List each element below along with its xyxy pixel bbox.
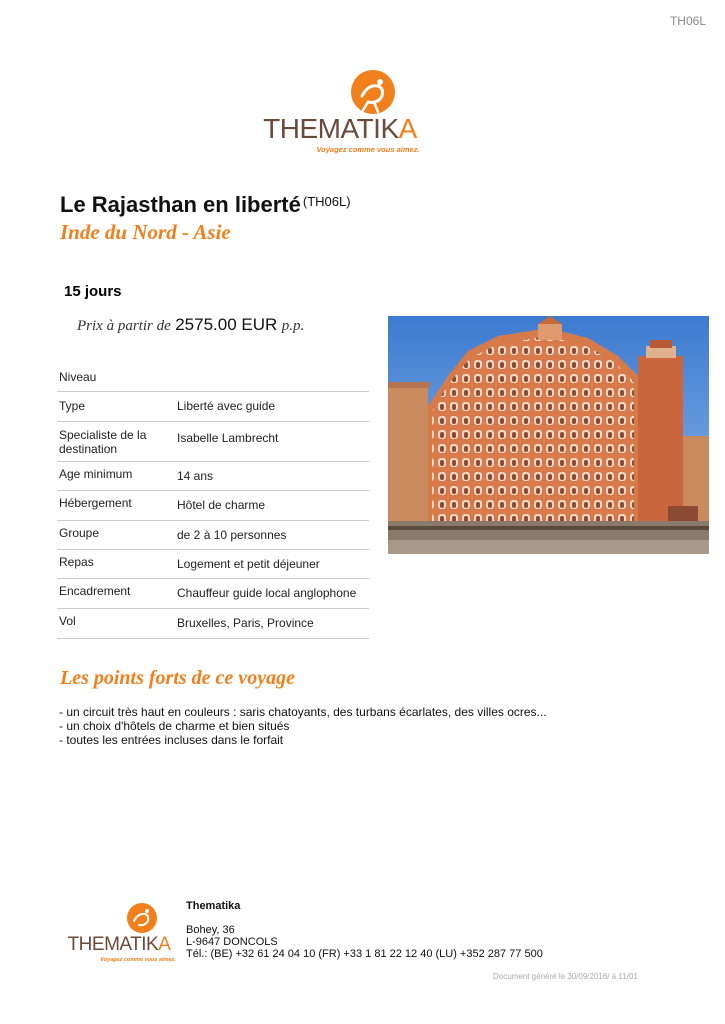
price-line xyxy=(77,315,304,335)
trip-duration: 15 jours xyxy=(64,283,122,300)
spec-row-hebergement xyxy=(57,491,369,521)
trip-title xyxy=(60,192,351,218)
spec-row-age xyxy=(57,462,369,491)
document-code: TH06L xyxy=(669,14,706,28)
hawa-mahal-photo xyxy=(388,316,709,554)
thematika-logo xyxy=(240,66,440,158)
spec-label: Repas xyxy=(59,555,94,569)
svg-text:Voyagez comme vous aimez.: Voyagez comme vous aimez. xyxy=(316,145,420,154)
spec-label: Encadrement xyxy=(59,584,131,598)
spec-label: Niveau xyxy=(59,370,97,384)
spec-row-specialist xyxy=(57,422,369,462)
generated-date: Document généré le 30/09/2016/ à 11/01 xyxy=(493,972,638,981)
logo-emblem-icon xyxy=(127,903,157,933)
spec-row-groupe xyxy=(57,521,369,550)
spec-value xyxy=(177,370,369,391)
spec-value: Liberté avec guide xyxy=(177,399,276,413)
spec-label: Groupe xyxy=(59,526,100,540)
trip-title-text: Le Rajasthan en liberté xyxy=(60,192,301,217)
highlight-item: - toutes les entrées incluses dans le forfait xyxy=(59,733,284,747)
company-name: Thematika xyxy=(186,900,241,912)
trip-code: (TH06L) xyxy=(302,194,351,209)
highlight-item: - un choix d'hôtels de charme et bien situés xyxy=(59,719,290,733)
spec-row-repas xyxy=(57,550,369,579)
spec-value: Hôtel de charme xyxy=(177,498,266,512)
spec-label: Specialiste de la destination xyxy=(59,428,147,456)
spec-value: de 2 à 10 personnes xyxy=(177,528,287,542)
spec-value: Bruxelles, Paris, Province xyxy=(177,616,314,630)
address-line: L-9647 DONCOLS xyxy=(186,936,278,948)
price-label: Prix à partir de xyxy=(77,318,171,334)
highlights-list xyxy=(59,705,547,747)
address-line: Bohey, 36 xyxy=(186,924,235,936)
spec-label: Age minimum xyxy=(59,467,133,481)
price-amount: 2575.00 EUR xyxy=(175,315,278,334)
spec-value: Logement et petit déjeuner xyxy=(177,557,320,571)
thematika-footer-logo xyxy=(52,900,186,966)
footer-contact xyxy=(186,900,543,960)
trip-subtitle: Inde du Nord - Asie xyxy=(60,220,231,244)
highlights-title: Les points forts de ce voyage xyxy=(60,667,295,689)
svg-text:Voyagez comme vous aimez.: Voyagez comme vous aimez. xyxy=(100,957,176,963)
spec-value: 14 ans xyxy=(177,469,214,483)
specs-table xyxy=(57,358,369,639)
spec-row-vol xyxy=(57,609,369,639)
spec-label: Vol xyxy=(59,614,76,628)
spec-row-niveau xyxy=(57,358,369,392)
price-unit: p.p. xyxy=(281,318,305,334)
spec-row-encadrement xyxy=(57,579,369,609)
spec-value: Chauffeur guide local anglophone xyxy=(177,586,357,600)
phone-line: Tél.: (BE) +32 61 24 04 10 (FR) +33 1 81 22 12 40 (LU) +352 287 77 500 xyxy=(186,948,543,960)
spec-label: Type xyxy=(59,399,86,413)
svg-text:THEMATIKA: THEMATIKA xyxy=(263,113,417,144)
spec-row-type xyxy=(57,392,369,422)
svg-text:THEMATIKA: THEMATIKA xyxy=(67,934,171,955)
spec-label: Hébergement xyxy=(59,496,132,510)
spec-value: Isabelle Lambrecht xyxy=(177,431,279,445)
logo-emblem-icon xyxy=(351,70,395,114)
highlight-item: - un circuit très haut en couleurs : saris chatoyants, des turbans écarlates, des villes ocres... xyxy=(59,705,547,719)
